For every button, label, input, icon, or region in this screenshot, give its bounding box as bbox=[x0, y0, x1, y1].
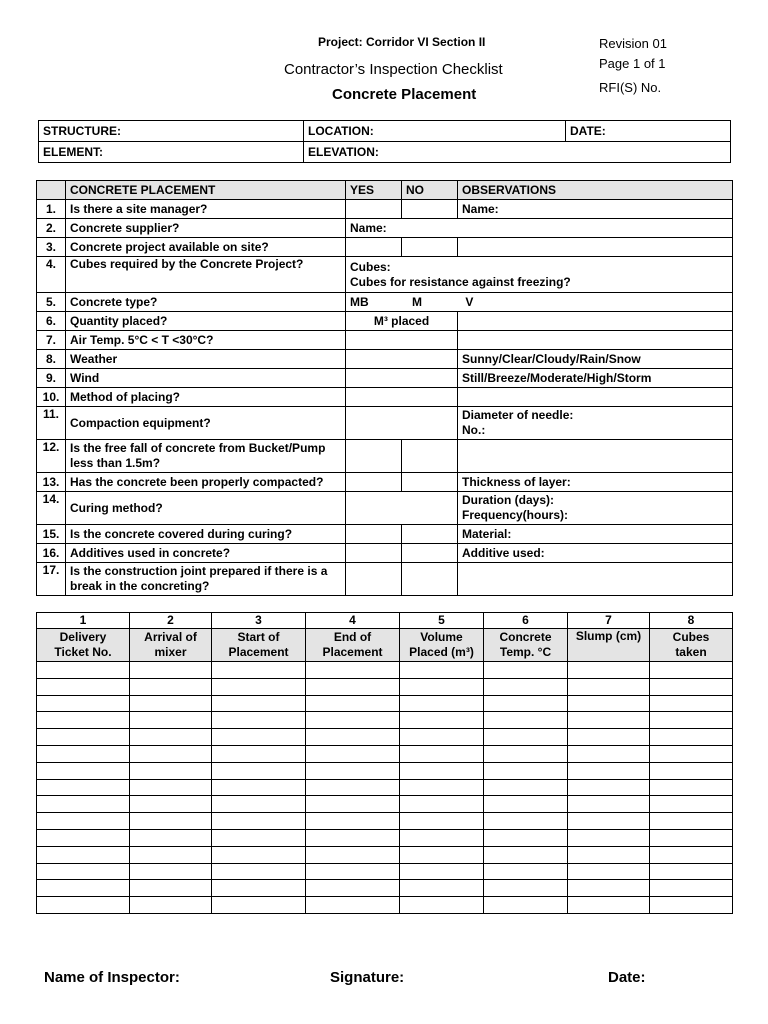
location-field[interactable]: LOCATION: bbox=[304, 121, 566, 142]
delivery-cell[interactable] bbox=[37, 863, 130, 880]
delivery-cell[interactable] bbox=[650, 779, 733, 796]
delivery-cell[interactable] bbox=[130, 863, 212, 880]
delivery-cell[interactable] bbox=[130, 880, 212, 897]
delivery-cell[interactable] bbox=[37, 897, 130, 914]
no-cell[interactable] bbox=[402, 544, 458, 563]
weather-options[interactable]: Sunny/Clear/Cloudy/Rain/Snow bbox=[458, 350, 733, 369]
delivery-row bbox=[37, 813, 733, 830]
delivery-cell[interactable] bbox=[568, 695, 650, 712]
delivery-cell[interactable] bbox=[37, 829, 130, 846]
delivery-cell[interactable] bbox=[650, 729, 733, 746]
delivery-cell[interactable] bbox=[650, 695, 733, 712]
row-number: 10. bbox=[37, 388, 66, 407]
delivery-cell[interactable] bbox=[212, 662, 306, 679]
no-cell[interactable] bbox=[402, 238, 458, 257]
row-question: Has the concrete been properly compacted? bbox=[66, 473, 346, 492]
supplier-name-cell[interactable]: Name: bbox=[346, 219, 733, 238]
delivery-cell[interactable] bbox=[212, 712, 306, 729]
delivery-cell[interactable] bbox=[130, 678, 212, 695]
additive-cell[interactable]: Additive used: bbox=[458, 544, 733, 563]
quantity-placed-cell[interactable]: M³ placed bbox=[346, 312, 458, 331]
delivery-cell[interactable] bbox=[568, 880, 650, 897]
delivery-cell[interactable] bbox=[650, 712, 733, 729]
column-number: 3 bbox=[212, 613, 306, 629]
checklist-row bbox=[37, 238, 733, 257]
delivery-cell[interactable] bbox=[306, 863, 400, 880]
row-number: 4. bbox=[37, 257, 66, 293]
row-question: Cubes required by the Concrete Project? bbox=[66, 257, 346, 293]
delivery-cell[interactable] bbox=[130, 729, 212, 746]
delivery-cell[interactable] bbox=[212, 762, 306, 779]
delivery-cell[interactable] bbox=[306, 712, 400, 729]
delivery-cell[interactable] bbox=[306, 880, 400, 897]
delivery-cell[interactable] bbox=[37, 745, 130, 762]
delivery-cell[interactable] bbox=[484, 762, 568, 779]
delivery-cell[interactable] bbox=[650, 863, 733, 880]
delivery-cell[interactable] bbox=[306, 796, 400, 813]
frequency-label: Frequency(hours): bbox=[462, 508, 569, 522]
delivery-cell[interactable] bbox=[130, 745, 212, 762]
delivery-cell[interactable] bbox=[650, 829, 733, 846]
delivery-cell[interactable] bbox=[568, 863, 650, 880]
delivery-cell[interactable] bbox=[400, 695, 484, 712]
delivery-cell[interactable] bbox=[568, 762, 650, 779]
delivery-cell[interactable] bbox=[568, 813, 650, 830]
delivery-row bbox=[37, 729, 733, 746]
delivery-cell[interactable] bbox=[130, 762, 212, 779]
delivery-cell[interactable] bbox=[400, 863, 484, 880]
row-number: 3. bbox=[37, 238, 66, 257]
delivery-cell[interactable] bbox=[400, 813, 484, 830]
revision-label: Revision 01 bbox=[599, 36, 667, 51]
row-number: 7. bbox=[37, 331, 66, 350]
delivery-cell[interactable] bbox=[400, 796, 484, 813]
yes-cell[interactable] bbox=[346, 238, 402, 257]
no-cell[interactable] bbox=[402, 440, 458, 473]
delivery-cell[interactable] bbox=[484, 662, 568, 679]
delivery-cell[interactable] bbox=[400, 678, 484, 695]
delivery-cell[interactable] bbox=[484, 729, 568, 746]
delivery-cell[interactable] bbox=[650, 678, 733, 695]
delivery-cell[interactable] bbox=[306, 662, 400, 679]
delivery-cell[interactable] bbox=[568, 745, 650, 762]
elevation-field[interactable]: ELEVATION: bbox=[304, 142, 731, 163]
observations-header: OBSERVATIONS bbox=[458, 181, 733, 200]
checklist-row bbox=[37, 257, 733, 293]
checklist-num-header bbox=[37, 181, 66, 200]
observation-cell[interactable]: Name: bbox=[458, 200, 733, 219]
row-question: Quantity placed? bbox=[66, 312, 346, 331]
delivery-cell[interactable] bbox=[484, 796, 568, 813]
delivery-cell[interactable] bbox=[306, 745, 400, 762]
checklist-row bbox=[37, 525, 733, 544]
row-question: Is the concrete covered during curing? bbox=[66, 525, 346, 544]
row-question: Compaction equipment? bbox=[66, 407, 346, 440]
delivery-cell[interactable] bbox=[130, 846, 212, 863]
delivery-cell[interactable] bbox=[484, 779, 568, 796]
rfi-label: RFI(S) No. bbox=[599, 80, 662, 95]
observation-cell[interactable] bbox=[458, 563, 733, 596]
yes-cell[interactable] bbox=[346, 473, 402, 492]
checklist-item-header: CONCRETE PLACEMENT bbox=[66, 181, 346, 200]
delivery-cell[interactable] bbox=[306, 678, 400, 695]
delivery-cell[interactable] bbox=[650, 897, 733, 914]
delivery-cell[interactable] bbox=[400, 745, 484, 762]
row-question: Is the free fall of concrete from Bucket/Pump less than 1.5m? bbox=[66, 440, 346, 473]
row-number: 14. bbox=[37, 492, 66, 525]
placement-start-header: Start of Placement bbox=[212, 629, 306, 662]
delivery-row bbox=[37, 695, 733, 712]
delivery-cell[interactable] bbox=[212, 813, 306, 830]
wind-options[interactable]: Still/Breeze/Moderate/High/Storm bbox=[458, 369, 733, 388]
column-header-row bbox=[37, 629, 733, 662]
checklist-row bbox=[37, 293, 733, 312]
cubes-label: Cubes: bbox=[350, 259, 391, 274]
delivery-cell[interactable] bbox=[306, 846, 400, 863]
row-question: Wind bbox=[66, 369, 346, 388]
yes-cell[interactable] bbox=[346, 440, 402, 473]
delivery-cell[interactable] bbox=[306, 695, 400, 712]
delivery-cell[interactable] bbox=[400, 662, 484, 679]
checklist-row bbox=[37, 200, 733, 219]
yes-cell[interactable] bbox=[346, 544, 402, 563]
placing-method-cell[interactable] bbox=[346, 388, 458, 407]
checklist-table bbox=[36, 180, 733, 596]
delivery-cell[interactable] bbox=[400, 712, 484, 729]
row-number: 12. bbox=[37, 440, 66, 473]
delivery-cell[interactable] bbox=[650, 846, 733, 863]
row-question: Curing method? bbox=[66, 492, 346, 525]
delivery-row bbox=[37, 662, 733, 679]
delivery-cell[interactable] bbox=[130, 813, 212, 830]
row-number: 16. bbox=[37, 544, 66, 563]
delivery-row bbox=[37, 863, 733, 880]
layer-thickness-cell[interactable]: Thickness of layer: bbox=[458, 473, 733, 492]
row-question: Concrete type? bbox=[66, 293, 346, 312]
delivery-cell[interactable] bbox=[212, 779, 306, 796]
volume-placed-header: Volume Placed (m³) bbox=[400, 629, 484, 662]
delivery-table bbox=[36, 612, 733, 914]
no-cell[interactable] bbox=[402, 200, 458, 219]
cubes-taken-header: Cubes taken bbox=[650, 629, 733, 662]
page-label: Page 1 of 1 bbox=[599, 56, 666, 71]
delivery-row bbox=[37, 846, 733, 863]
delivery-cell[interactable] bbox=[212, 796, 306, 813]
material-cell[interactable]: Material: bbox=[458, 525, 733, 544]
delivery-cell[interactable] bbox=[650, 662, 733, 679]
cubes-cell[interactable] bbox=[346, 257, 733, 293]
row-question: Concrete supplier? bbox=[66, 219, 346, 238]
curing-method-cell[interactable] bbox=[346, 492, 458, 525]
column-number: 4 bbox=[306, 613, 400, 629]
delivery-cell[interactable] bbox=[400, 846, 484, 863]
column-number: 5 bbox=[400, 613, 484, 629]
freezing-label: Cubes for resistance against freezing? bbox=[350, 274, 571, 289]
yes-cell[interactable] bbox=[346, 200, 402, 219]
delivery-cell[interactable] bbox=[650, 762, 733, 779]
row-question: Is there a site manager? bbox=[66, 200, 346, 219]
row-number: 6. bbox=[37, 312, 66, 331]
checklist-row bbox=[37, 407, 733, 440]
delivery-row bbox=[37, 880, 733, 897]
slump-header: Slump (cm) bbox=[568, 629, 650, 662]
delivery-cell[interactable] bbox=[568, 712, 650, 729]
delivery-cell[interactable] bbox=[212, 880, 306, 897]
delivery-cell[interactable] bbox=[37, 762, 130, 779]
delivery-cell[interactable] bbox=[212, 846, 306, 863]
delivery-cell[interactable] bbox=[400, 729, 484, 746]
delivery-cell[interactable] bbox=[568, 897, 650, 914]
checklist-row bbox=[37, 312, 733, 331]
delivery-row bbox=[37, 712, 733, 729]
delivery-cell[interactable] bbox=[37, 779, 130, 796]
needle-number-label: No.: bbox=[462, 423, 486, 437]
delivery-cell[interactable] bbox=[37, 796, 130, 813]
delivery-row bbox=[37, 745, 733, 762]
delivery-cell[interactable] bbox=[212, 745, 306, 762]
delivery-cell[interactable] bbox=[568, 796, 650, 813]
observation-cell[interactable] bbox=[458, 312, 733, 331]
row-number: 9. bbox=[37, 369, 66, 388]
delivery-cell[interactable] bbox=[650, 796, 733, 813]
form-title: Contractor’s Inspection Checklist bbox=[284, 61, 503, 78]
row-number: 1. bbox=[37, 200, 66, 219]
row-number: 2. bbox=[37, 219, 66, 238]
signature-date-label: Date: bbox=[608, 969, 646, 986]
delivery-cell[interactable] bbox=[306, 829, 400, 846]
delivery-cell[interactable] bbox=[306, 897, 400, 914]
checklist-row bbox=[37, 563, 733, 596]
no-header: NO bbox=[402, 181, 458, 200]
row-question: Additives used in concrete? bbox=[66, 544, 346, 563]
observation-cell[interactable] bbox=[458, 238, 733, 257]
delivery-cell[interactable] bbox=[568, 662, 650, 679]
delivery-cell[interactable] bbox=[37, 729, 130, 746]
delivery-cell[interactable] bbox=[484, 813, 568, 830]
delivery-cell[interactable] bbox=[650, 880, 733, 897]
delivery-cell[interactable] bbox=[568, 846, 650, 863]
checklist-row bbox=[37, 492, 733, 525]
delivery-cell[interactable] bbox=[484, 863, 568, 880]
delivery-cell[interactable] bbox=[650, 745, 733, 762]
yes-header: YES bbox=[346, 181, 402, 200]
needle-observation-cell[interactable] bbox=[458, 407, 733, 440]
delivery-cell[interactable] bbox=[568, 729, 650, 746]
row-number: 5. bbox=[37, 293, 66, 312]
observation-cell[interactable] bbox=[458, 331, 733, 350]
delivery-ticket-header: Delivery Ticket No. bbox=[37, 629, 130, 662]
delivery-cell[interactable] bbox=[306, 762, 400, 779]
delivery-cell[interactable] bbox=[37, 712, 130, 729]
row-question: Is the construction joint prepared if there is a break in the concreting? bbox=[66, 563, 346, 596]
delivery-cell[interactable] bbox=[212, 829, 306, 846]
date-field[interactable]: DATE: bbox=[566, 121, 731, 142]
delivery-cell[interactable] bbox=[484, 678, 568, 695]
info-table bbox=[38, 120, 731, 163]
structure-field[interactable]: STRUCTURE: bbox=[39, 121, 304, 142]
delivery-cell[interactable] bbox=[130, 695, 212, 712]
duration-label: Duration (days): bbox=[462, 493, 555, 507]
delivery-cell[interactable] bbox=[306, 813, 400, 830]
checklist-row bbox=[37, 369, 733, 388]
delivery-cell[interactable] bbox=[484, 829, 568, 846]
delivery-cell[interactable] bbox=[37, 662, 130, 679]
row-number: 11. bbox=[37, 407, 66, 440]
row-question: Weather bbox=[66, 350, 346, 369]
checklist-row bbox=[37, 544, 733, 563]
compaction-cell[interactable] bbox=[346, 407, 458, 440]
delivery-cell[interactable] bbox=[212, 695, 306, 712]
delivery-row bbox=[37, 678, 733, 695]
delivery-cell[interactable] bbox=[484, 846, 568, 863]
checklist-row bbox=[37, 331, 733, 350]
delivery-cell[interactable] bbox=[212, 678, 306, 695]
row-number: 15. bbox=[37, 525, 66, 544]
signature-label: Signature: bbox=[330, 969, 405, 986]
weather-cell[interactable] bbox=[346, 350, 458, 369]
delivery-cell[interactable] bbox=[400, 779, 484, 796]
yes-cell[interactable] bbox=[346, 525, 402, 544]
delivery-cell[interactable] bbox=[400, 880, 484, 897]
column-number: 8 bbox=[650, 613, 733, 629]
row-number: 17. bbox=[37, 563, 66, 596]
delivery-row bbox=[37, 829, 733, 846]
delivery-cell[interactable] bbox=[400, 897, 484, 914]
column-number: 7 bbox=[568, 613, 650, 629]
delivery-cell[interactable] bbox=[484, 695, 568, 712]
curing-observation-cell[interactable] bbox=[458, 492, 733, 525]
checklist-row bbox=[37, 473, 733, 492]
yes-cell[interactable] bbox=[346, 563, 402, 596]
delivery-cell[interactable] bbox=[130, 897, 212, 914]
row-question: Concrete project available on site? bbox=[66, 238, 346, 257]
delivery-cell[interactable] bbox=[400, 829, 484, 846]
row-number: 8. bbox=[37, 350, 66, 369]
delivery-cell[interactable] bbox=[568, 678, 650, 695]
delivery-cell[interactable] bbox=[484, 880, 568, 897]
delivery-cell[interactable] bbox=[212, 863, 306, 880]
delivery-cell[interactable] bbox=[37, 846, 130, 863]
form-subtitle: Concrete Placement bbox=[332, 86, 477, 103]
row-question: Method of placing? bbox=[66, 388, 346, 407]
project-label: Project: Corridor VI Section II bbox=[318, 35, 486, 49]
delivery-cell[interactable] bbox=[484, 897, 568, 914]
needle-diameter-label: Diameter of needle: bbox=[462, 408, 574, 422]
delivery-cell[interactable] bbox=[306, 729, 400, 746]
delivery-row bbox=[37, 779, 733, 796]
delivery-cell[interactable] bbox=[400, 762, 484, 779]
element-field[interactable]: ELEMENT: bbox=[39, 142, 304, 163]
checklist-row bbox=[37, 350, 733, 369]
delivery-cell[interactable] bbox=[484, 745, 568, 762]
wind-cell[interactable] bbox=[346, 369, 458, 388]
row-number: 13. bbox=[37, 473, 66, 492]
delivery-cell[interactable] bbox=[212, 729, 306, 746]
concrete-temp-header: Concrete Temp. °C bbox=[484, 629, 568, 662]
delivery-cell[interactable] bbox=[130, 796, 212, 813]
delivery-cell[interactable] bbox=[37, 678, 130, 695]
inspector-name-label: Name of Inspector: bbox=[44, 969, 180, 986]
no-cell[interactable] bbox=[402, 473, 458, 492]
column-number: 1 bbox=[37, 613, 130, 629]
column-number: 2 bbox=[130, 613, 212, 629]
delivery-cell[interactable] bbox=[568, 829, 650, 846]
delivery-cell[interactable] bbox=[130, 779, 212, 796]
checklist-row bbox=[37, 219, 733, 238]
delivery-cell[interactable] bbox=[130, 662, 212, 679]
delivery-cell[interactable] bbox=[306, 779, 400, 796]
observation-cell[interactable] bbox=[458, 388, 733, 407]
delivery-cell[interactable] bbox=[130, 829, 212, 846]
no-cell[interactable] bbox=[402, 563, 458, 596]
checklist-row bbox=[37, 440, 733, 473]
delivery-cell[interactable] bbox=[130, 712, 212, 729]
delivery-row bbox=[37, 796, 733, 813]
delivery-row bbox=[37, 762, 733, 779]
delivery-cell[interactable] bbox=[484, 712, 568, 729]
delivery-cell[interactable] bbox=[568, 779, 650, 796]
column-number: 6 bbox=[484, 613, 568, 629]
delivery-cell[interactable] bbox=[37, 880, 130, 897]
concrete-type-cell[interactable]: MB M V bbox=[346, 293, 733, 312]
delivery-cell[interactable] bbox=[650, 813, 733, 830]
delivery-row bbox=[37, 897, 733, 914]
air-temp-cell[interactable] bbox=[346, 331, 458, 350]
delivery-cell[interactable] bbox=[37, 813, 130, 830]
placement-end-header: End of Placement bbox=[306, 629, 400, 662]
observation-cell[interactable] bbox=[458, 440, 733, 473]
delivery-cell[interactable] bbox=[212, 897, 306, 914]
checklist-row bbox=[37, 388, 733, 407]
row-question: Air Temp. 5°C < T <30°C? bbox=[66, 331, 346, 350]
mixer-arrival-header: Arrival of mixer bbox=[130, 629, 212, 662]
column-number-row bbox=[37, 613, 733, 629]
delivery-cell[interactable] bbox=[37, 695, 130, 712]
no-cell[interactable] bbox=[402, 525, 458, 544]
